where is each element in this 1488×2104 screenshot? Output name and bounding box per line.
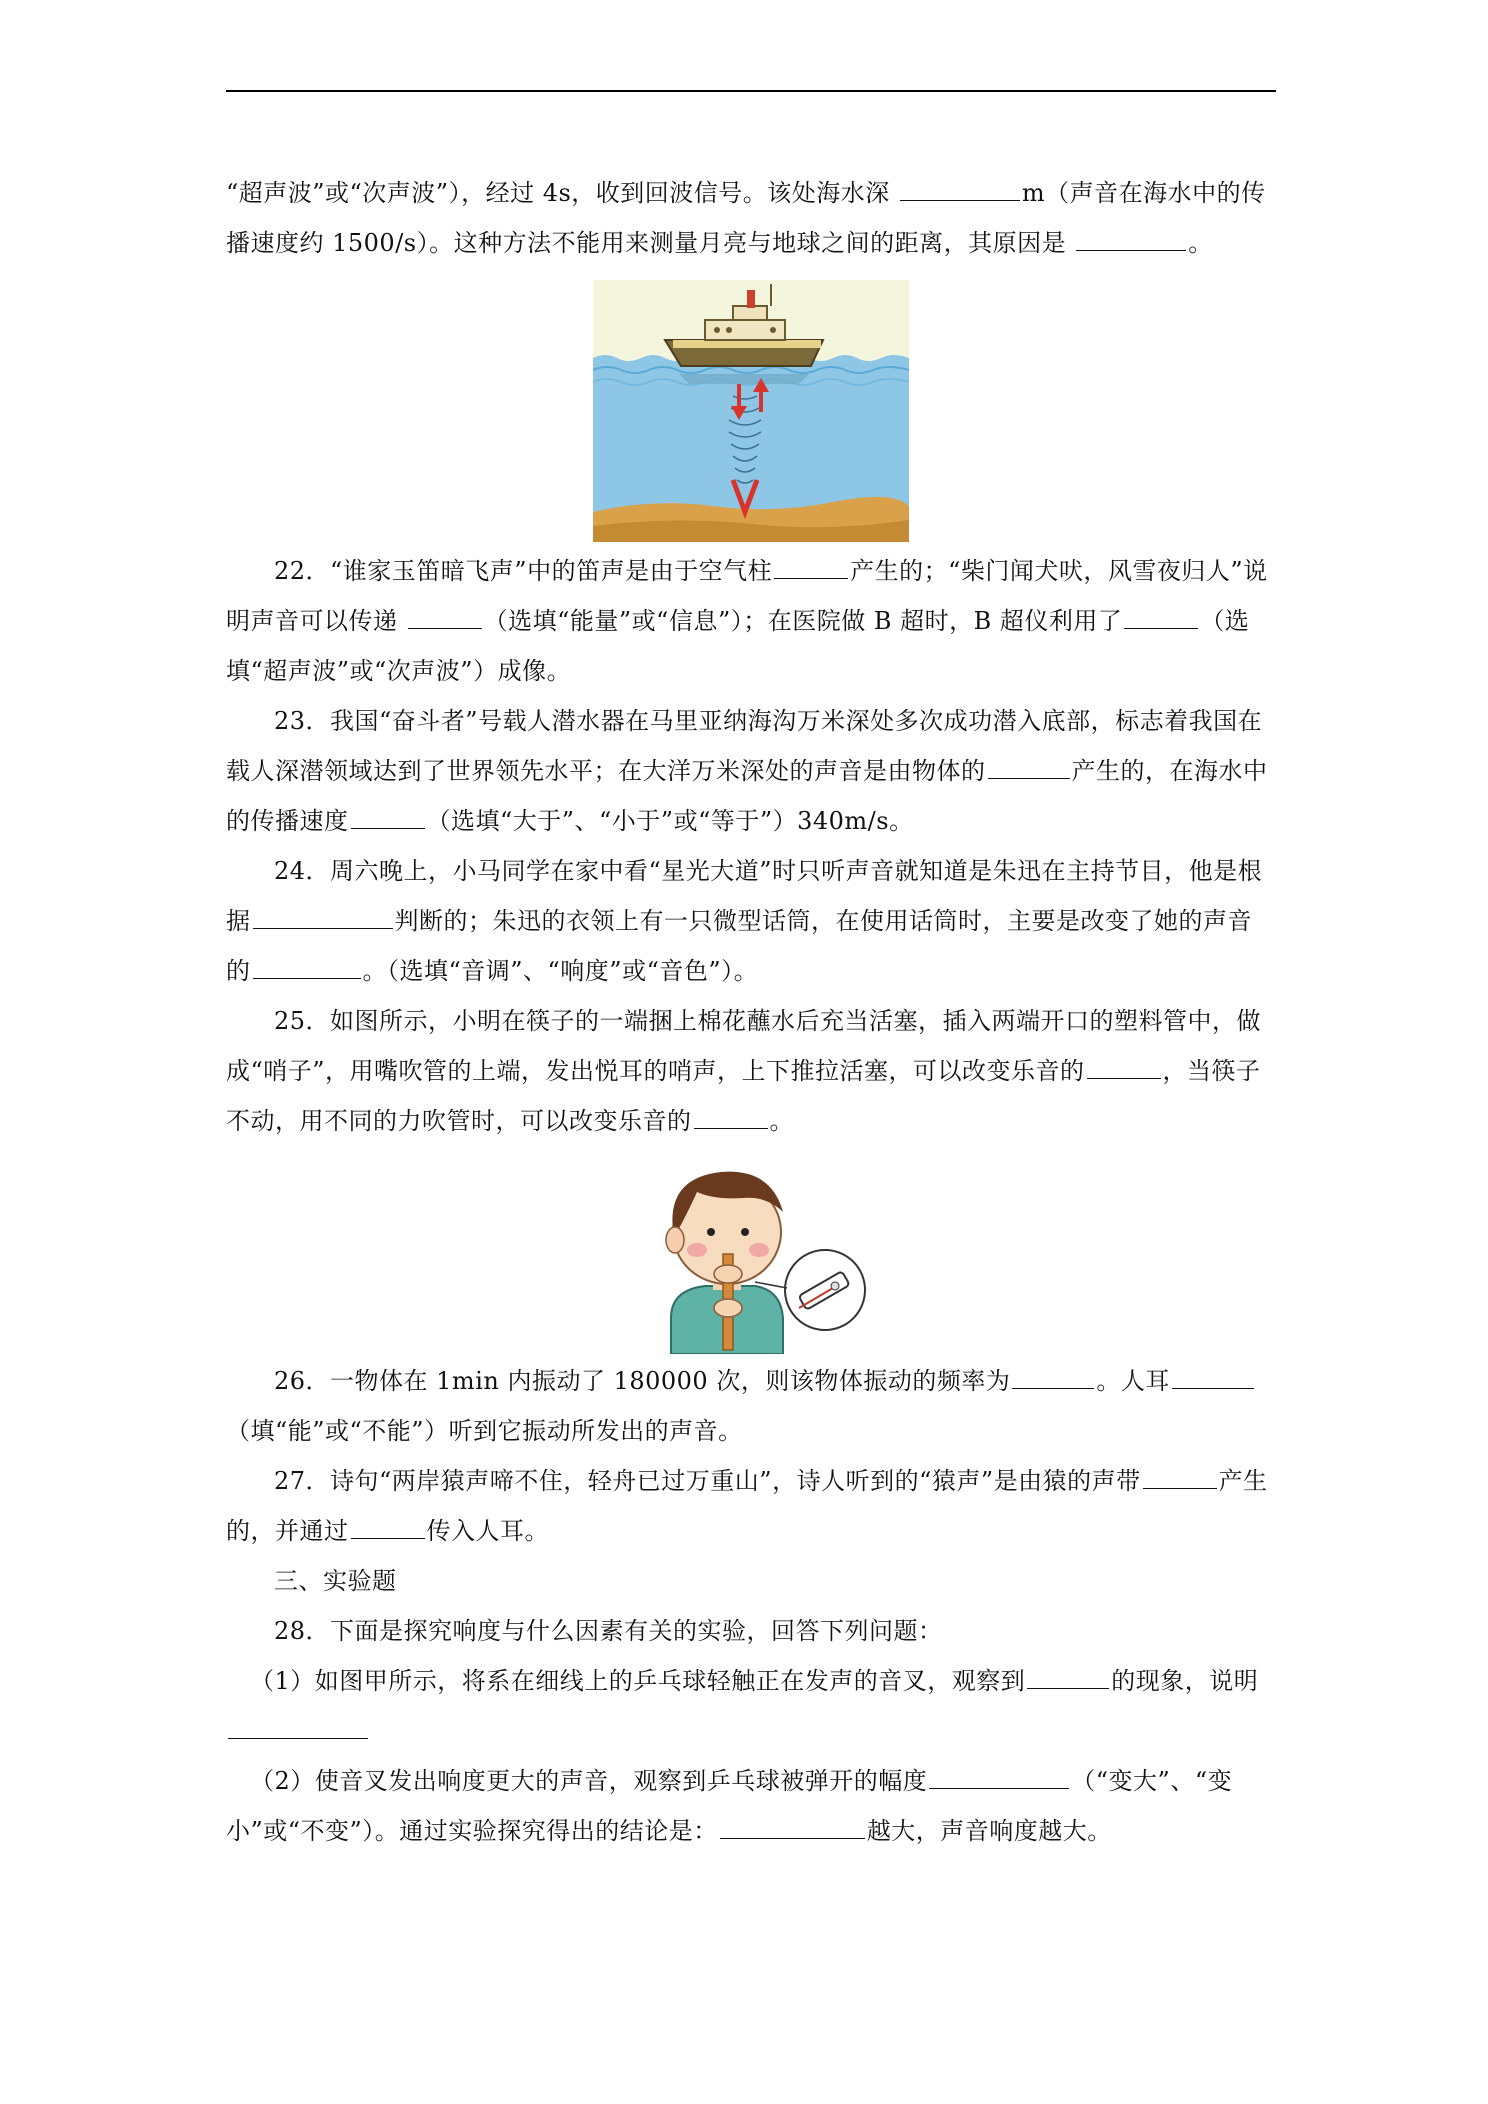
q28-p1-text-a: （1）如图甲所示，将系在细线上的乒乓球轻触正在发声的音叉，观察到 bbox=[250, 1667, 1026, 1695]
q27-blank-2[interactable] bbox=[351, 1512, 425, 1539]
document-body bbox=[226, 168, 1276, 1856]
q22-text-a: 22．“谁家玉笛暗飞声”中的笛声是由于空气柱 bbox=[274, 557, 773, 585]
q24-blank-2[interactable] bbox=[253, 952, 361, 979]
q28-p1-blank-2[interactable] bbox=[228, 1712, 368, 1739]
q25-blank-1[interactable] bbox=[1087, 1052, 1161, 1079]
q27-text-b: 产生的，并通过 bbox=[226, 1467, 1268, 1545]
q28-p1-text-b: 的现象，说明 bbox=[1111, 1667, 1259, 1695]
q21-blank-reason[interactable] bbox=[1076, 224, 1186, 251]
q27 bbox=[226, 1456, 1276, 1556]
q21-text-c: 。 bbox=[1188, 229, 1213, 257]
header-rule bbox=[226, 90, 1276, 92]
q21-text-b: m（声音在海水中的传播速度约 1500/s）。这种方法不能用来测量月亮与地球之间的距离，其原因是 bbox=[226, 179, 1266, 257]
q23-text-c: （选填“大于”、“小于”或“等于”）340m/s。 bbox=[426, 807, 914, 835]
q25-text-c: 。 bbox=[769, 1107, 794, 1135]
q24-text-c: 。（选填“音调”、“响度”或“音色”）。 bbox=[362, 957, 759, 985]
q27-text-c: 传入人耳。 bbox=[426, 1517, 549, 1545]
q23-text-b: 产生的，在海水中的传播速度 bbox=[226, 757, 1268, 835]
q27-blank-1[interactable] bbox=[1143, 1462, 1217, 1489]
ship-sonar-figure bbox=[593, 280, 909, 542]
q28-part1 bbox=[226, 1656, 1276, 1756]
q22-blank-3[interactable] bbox=[1124, 602, 1198, 629]
q25-text-a: 25．如图所示，小明在筷子的一端捆上棉花蘸水后充当活塞，插入两端开口的塑料管中，做成“哨子”，用嘴吹管的上端，发出悦耳的哨声，上下推拉活塞，可以改变乐音的 bbox=[226, 1007, 1262, 1085]
boy-whistle-figure bbox=[631, 1158, 871, 1354]
q28-intro: 28．下面是探究响度与什么因素有关的实验，回答下列问题： bbox=[274, 1617, 943, 1645]
q22-text-d: （选填“超声波”或“次声波”）成像。 bbox=[226, 607, 1250, 685]
q28-p2-text-b: （“变大”、“变小”或“不变”）。通过实验探究得出的结论是： bbox=[226, 1767, 1233, 1845]
q21-blank-depth[interactable] bbox=[900, 174, 1020, 201]
q25-text-b: ，当筷子不动，用不同的力吹管时，可以改变乐音的 bbox=[226, 1057, 1261, 1135]
q28-p2-text-a: （2）使音叉发出响度更大的声音，观察到乒乓球被弹开的幅度 bbox=[250, 1767, 928, 1795]
q25 bbox=[226, 996, 1276, 1146]
q26 bbox=[226, 1356, 1276, 1456]
q21-tail bbox=[226, 168, 1276, 268]
q24-text-a: 24．周六晚上，小马同学在家中看“星光大道”时只听声音就知道是朱迅在主持节目，他是根据 bbox=[226, 857, 1263, 935]
q28-p2-blank-1[interactable] bbox=[929, 1762, 1069, 1789]
q26-blank-2[interactable] bbox=[1172, 1362, 1254, 1389]
q25-blank-2[interactable] bbox=[694, 1102, 768, 1129]
q28-part2 bbox=[226, 1756, 1276, 1856]
q23-text-a: 23．我国“奋斗者”号载人潜水器在马里亚纳海沟万米深处多次成功潜入底部，标志着我国在载人深潜领域达到了世界领先水平；在大洋万米深处的声音是由物体的 bbox=[226, 707, 1263, 785]
q28-p2-blank-2[interactable] bbox=[720, 1812, 865, 1839]
q22-blank-2[interactable] bbox=[408, 602, 482, 629]
q26-text-c: （填“能”或“不能”）听到它振动所发出的声音。 bbox=[226, 1417, 743, 1445]
q24-text-b: 判断的；朱迅的衣领上有一只微型话筒，在使用话筒时，主要是改变了她的声音的 bbox=[226, 907, 1252, 985]
q21-text-a: “超声波”或“次声波”），经过 4s，收到回波信号。该处海水深 bbox=[226, 179, 898, 207]
section-heading: 三、实验题 bbox=[274, 1567, 397, 1595]
q26-text-b: 。人耳 bbox=[1096, 1367, 1170, 1395]
q26-blank-1[interactable] bbox=[1012, 1362, 1094, 1389]
q23-blank-2[interactable] bbox=[351, 802, 425, 829]
q22-blank-1[interactable] bbox=[774, 552, 848, 579]
q22-text-c: （选填“能量”或“信息”）；在医院做 B 超时，B 超仪利用了 bbox=[483, 607, 1123, 635]
q22 bbox=[226, 546, 1276, 696]
q23 bbox=[226, 696, 1276, 846]
q28-p2-text-c: 越大，声音响度越大。 bbox=[866, 1817, 1112, 1845]
q27-text-a: 27．诗句“两岸猿声啼不住，轻舟已过万重山”，诗人听到的“猿声”是由猿的声带 bbox=[274, 1467, 1141, 1495]
q26-text-a: 26．一物体在 1min 内振动了 180000 次，则该物体振动的频率为 bbox=[274, 1367, 1011, 1395]
q22-text-b: 产生的；“柴门闻犬吠，风雪夜归人”说明声音可以传递 bbox=[226, 557, 1268, 635]
q24-blank-1[interactable] bbox=[253, 902, 393, 929]
q23-blank-1[interactable] bbox=[988, 752, 1070, 779]
q24 bbox=[226, 846, 1276, 996]
q28-p1-blank-1[interactable] bbox=[1027, 1662, 1109, 1689]
